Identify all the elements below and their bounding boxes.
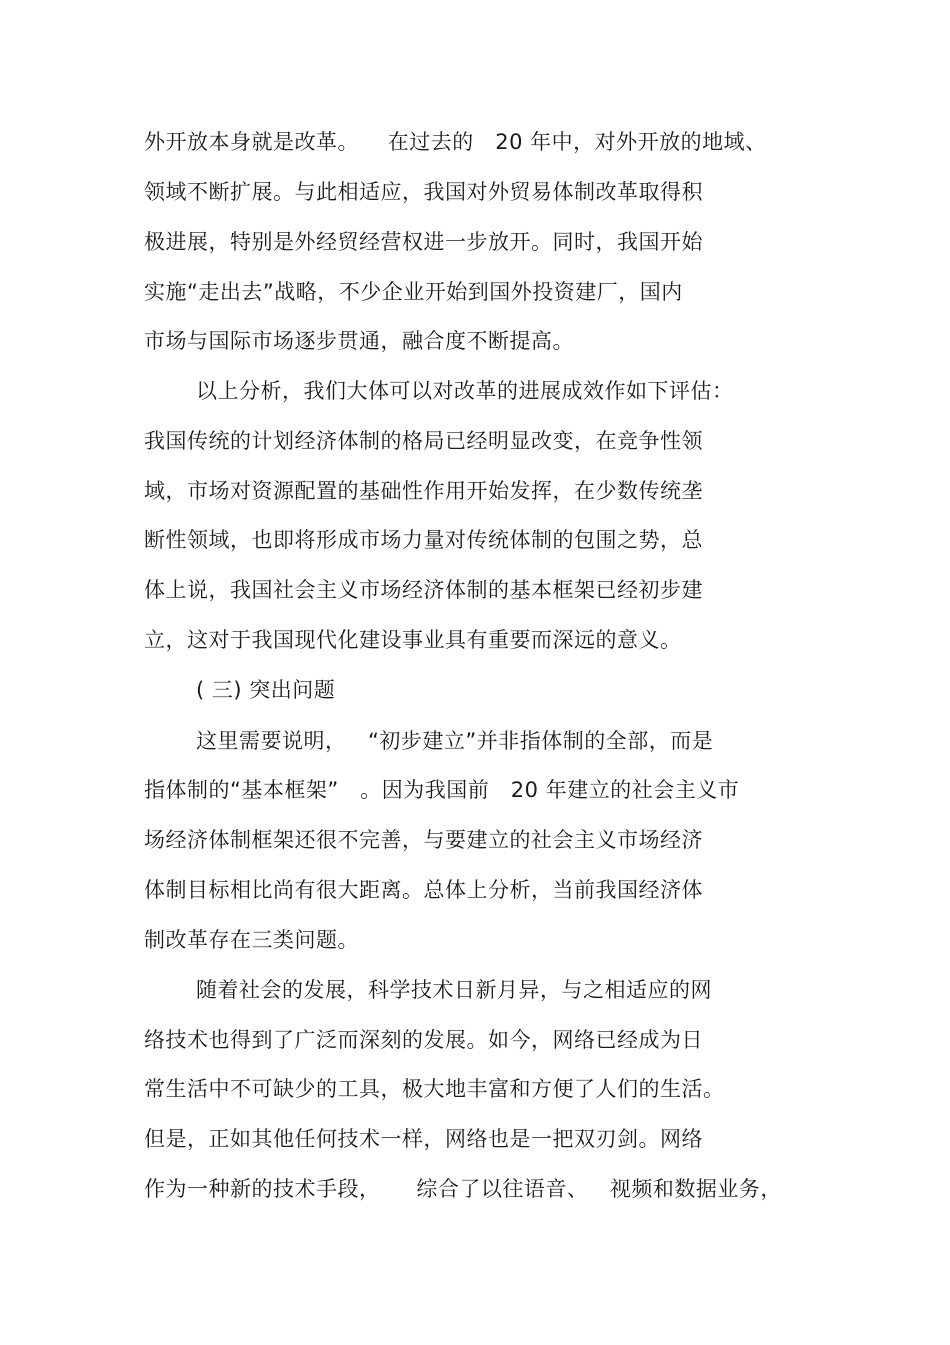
text-line: 常生活中不可缺少的工具，极大地丰富和方便了人们的生活。 xyxy=(144,1077,725,1101)
text-line: 实施“走出去”战略，不少企业开始到国外投资建厂，国内 xyxy=(144,280,683,304)
text-line: 体上说，我国社会主义市场经济体制的基本框架已经初步建 xyxy=(144,578,703,602)
text-line: 极进展，特别是外经贸经营权进一步放开。同时，我国开始 xyxy=(144,230,703,254)
text-line: 域，市场对资源配置的基础性作用开始发挥，在少数传统垄 xyxy=(144,479,703,503)
text-line: 络技术也得到了广泛而深刻的发展。如今，网络已经成为日 xyxy=(144,1028,703,1052)
text-line: 我国传统的计划经济体制的格局已经明显改变，在竞争性领 xyxy=(144,429,703,453)
text-line: 断性领域，也即将形成市场力量对传统体制的包围之势，总 xyxy=(144,528,703,552)
text-line: 随着社会的发展，科学技术日新月异，与之相适应的网 xyxy=(196,978,712,1002)
text-line: 市场与国际市场逐步贯通，融合度不断提高。 xyxy=(144,329,574,353)
text-line: 外开放本身就是改革。 在过去的 20 年中，对外开放的地域、 xyxy=(144,130,767,154)
text-line: 指体制的“基本框架” 。因为我国前 20 年建立的社会主义市 xyxy=(144,778,740,802)
section-heading: ( 三) 突出问题 xyxy=(196,678,336,702)
text-line: 立，这对于我国现代化建设事业具有重要而深远的意义。 xyxy=(144,628,682,652)
text-line: 作为一种新的技术手段， 综合了以往语音、 视频和数据业务， xyxy=(144,1177,782,1201)
text-line: 制改革存在三类问题。 xyxy=(144,928,359,952)
text-line: 这里需要说明， “初步建立”并非指体制的全部，而是 xyxy=(196,729,714,753)
text-line: 以上分析，我们大体可以对改革的进展成效作如下评估： xyxy=(196,379,734,403)
text-line: 体制目标相比尚有很大距离。总体上分析，当前我国经济体 xyxy=(144,878,703,902)
text-line: 但是，正如其他任何技术一样，网络也是一把双刃剑。网络 xyxy=(144,1127,703,1151)
text-line: 场经济体制框架还很不完善，与要建立的社会主义市场经济 xyxy=(144,828,703,852)
text-line: 领域不断扩展。与此相适应，我国对外贸易体制改革取得积 xyxy=(144,180,703,204)
